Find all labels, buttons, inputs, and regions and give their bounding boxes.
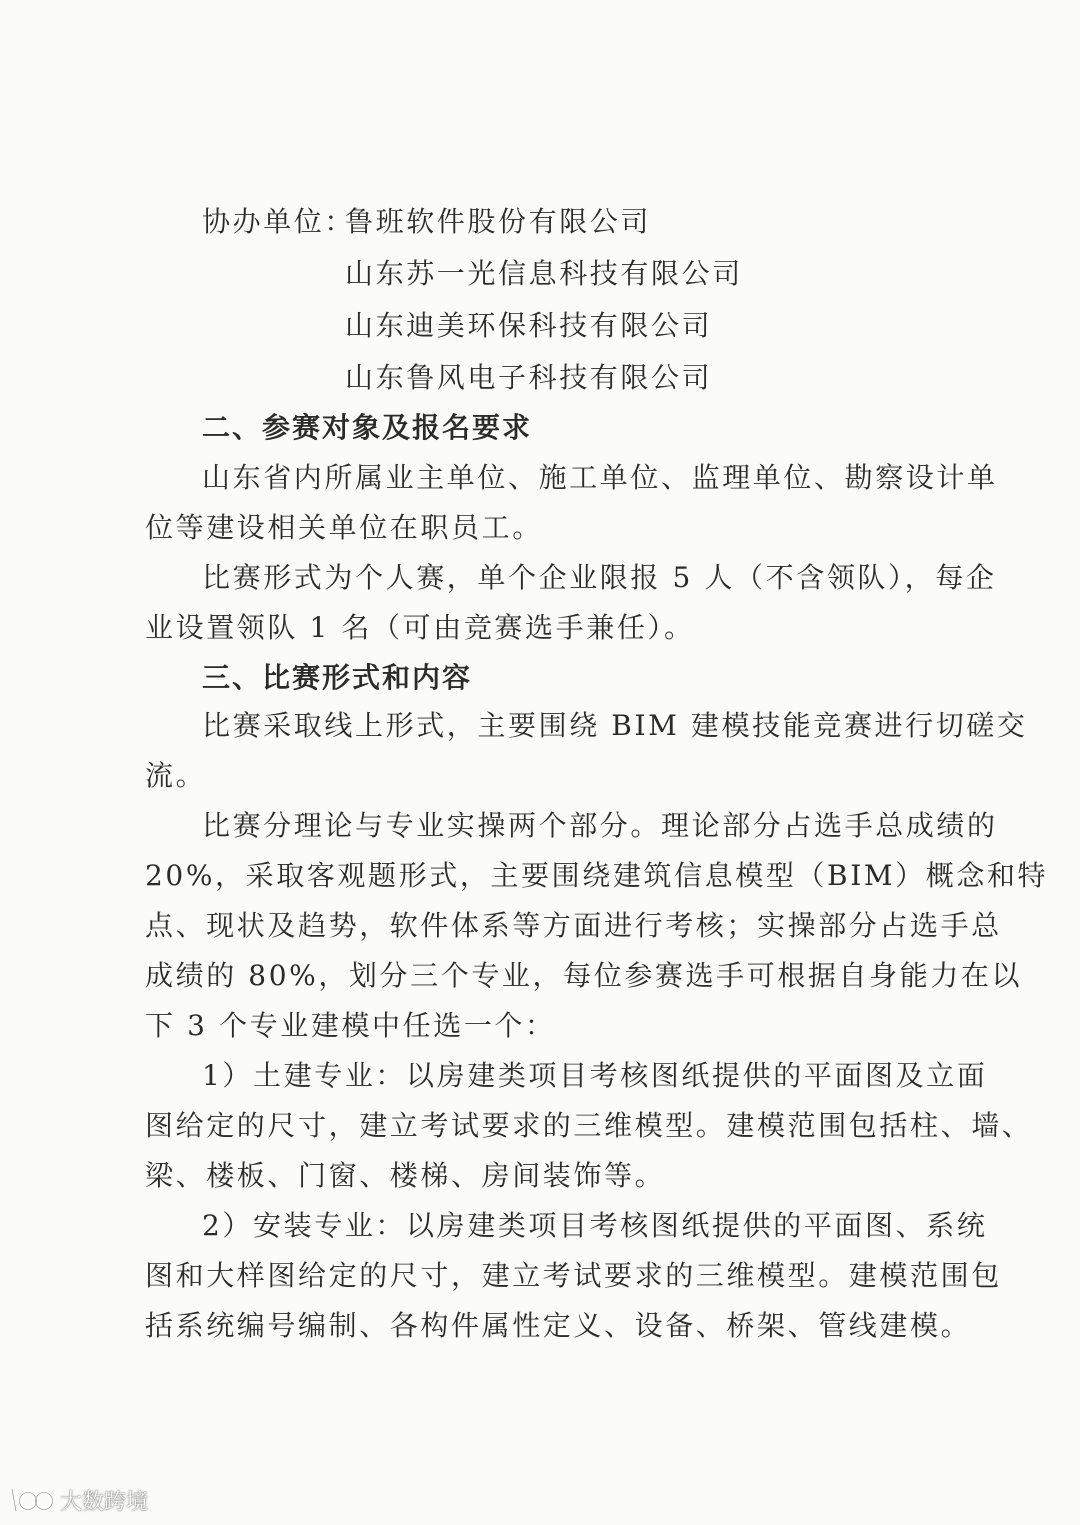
section2-paragraph1-line1: 山东省内所属业主单位、施工单位、监理单位、勘察设计单 (202, 461, 998, 494)
section2-heading: 二、参赛对象及报名要求 (202, 411, 533, 444)
section3-paragraph1-line1: 比赛采取线上形式，主要围绕 BIM 建模技能竞赛进行切磋交 (202, 709, 1028, 742)
cooperator-label: 协办单位： (202, 205, 356, 238)
section2-paragraph2-line1: 比赛形式为个人赛，单个企业限报 5 人（不含领队），每企 (202, 561, 997, 594)
section3-paragraph2-line4: 成绩的 80%，划分三个专业，每位参赛选手可根据自身能力在以 (145, 959, 1023, 992)
watermark (6, 1483, 148, 1517)
section3-item1-line3: 梁、楼板、门窗、楼梯、房间装饰等。 (145, 1159, 666, 1192)
section3-heading: 三、比赛形式和内容 (202, 661, 473, 694)
cooperator-company-4: 山东鲁风电子科技有限公司 (345, 361, 713, 394)
cooperator-company-3: 山东迪美环保科技有限公司 (345, 309, 713, 342)
cooperator-company-1: 鲁班软件股份有限公司 (345, 205, 652, 238)
section3-paragraph1-line2: 流。 (145, 759, 207, 792)
section3-paragraph2-line1: 比赛分理论与专业实操两个部分。理论部分占选手总成绩的 (202, 809, 998, 842)
watermark-text: 大数跨境 (60, 1489, 149, 1515)
section2-paragraph1-line2: 位等建设相关单位在职员工。 (145, 511, 543, 544)
cooperator-company-2: 山东苏一光信息科技有限公司 (345, 257, 743, 290)
logo-icon (6, 1485, 56, 1515)
section3-item2-line1: 2）安装专业：以房建类项目考核图纸提供的平面图、系统 (202, 1209, 988, 1242)
section3-item2-line3: 括系统编号编制、各构件属性定义、设备、桥架、管线建模。 (145, 1309, 972, 1342)
section3-item1-line1: 1）土建专业：以房建类项目考核图纸提供的平面图及立面 (202, 1059, 988, 1092)
section3-item1-line2: 图给定的尺寸，建立考试要求的三维模型。建模范围包括柱、墙、 (145, 1109, 1033, 1142)
section3-paragraph2-line5: 下 3 个专业建模中任选一个： (145, 1009, 556, 1042)
section3-item2-line2: 图和大样图给定的尺寸，建立考试要求的三维模型。建模范围包 (145, 1259, 1002, 1292)
section3-paragraph2-line3: 点、现状及趋势，软件体系等方面进行考核；实操部分占选手总 (145, 909, 1002, 942)
section3-paragraph2-line2: 20%，采取客观题形式，主要围绕建筑信息模型（BIM）概念和特 (145, 859, 1049, 892)
section2-paragraph2-line2: 业设置领队 1 名（可由竞赛选手兼任）。 (145, 611, 695, 644)
